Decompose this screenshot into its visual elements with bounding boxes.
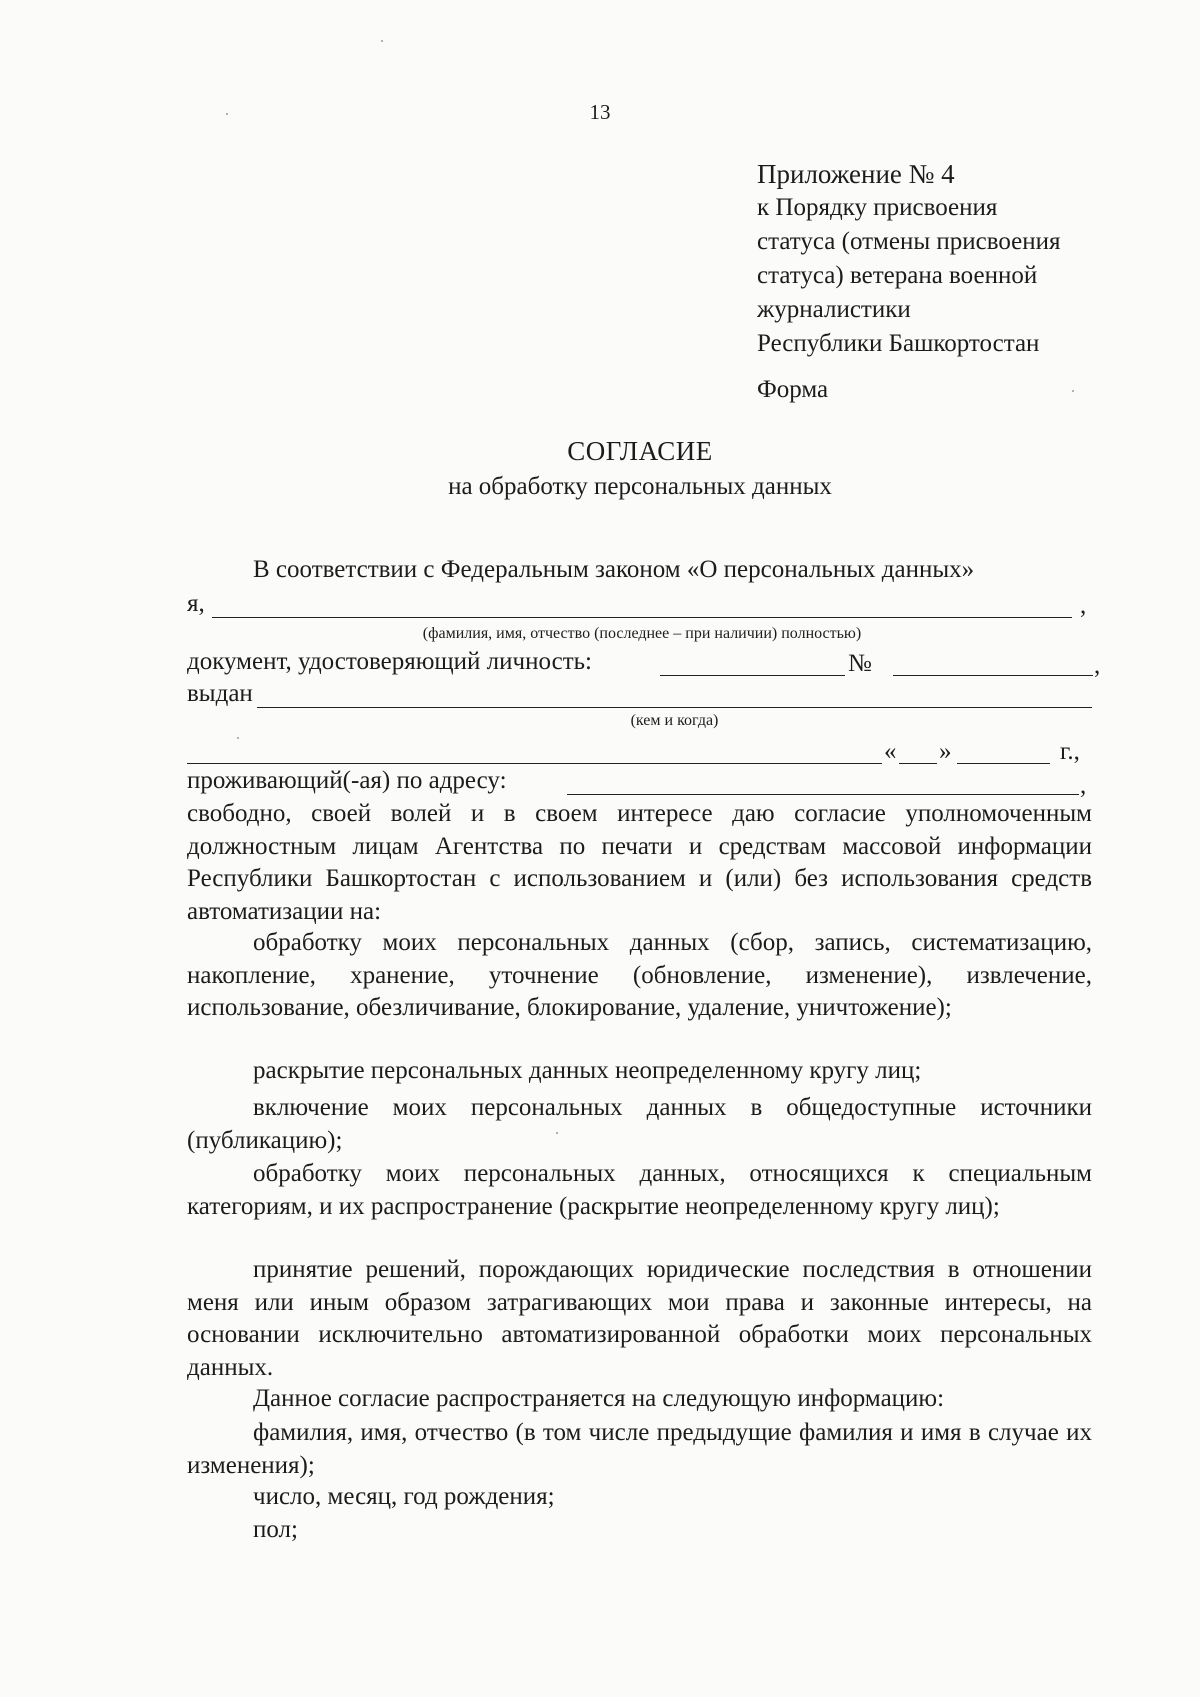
comma: , [1080,592,1087,619]
fio-caption: (фамилия, имя, отчество (последнее – при наличии) полностью) [422,625,862,642]
ya-label: я, [187,590,205,617]
action-item: раскрытие персональных данных неопределенному кругу лиц; [253,1057,922,1084]
action-item: включение моих персональных данных в общедоступные источники (публикацию); [187,1094,1092,1154]
scan-speck [381,40,383,42]
quote-open: « [884,738,897,765]
year-suffix: г., [1060,738,1080,765]
appendix-line: статуса) ветерана военной [757,262,1038,289]
document-subtitle: на обработку персональных данных [448,473,832,500]
number-sign: № [848,650,872,677]
appendix-block [757,157,1061,361]
comma: , [1094,652,1101,679]
appendix-line: журналистики [757,296,911,323]
month-underline[interactable] [957,763,1050,764]
action-item: обработку моих персональных данных (сбор, запись, систематизацию, накопление, хранение, уточнение (обновление, изменение), извлечение, использование, обезличивание, блокирование, удаление, уничтожение); [187,929,1092,1021]
document-label: документ, удостоверяющий личность: [187,648,592,675]
consent-paragraph: свободно, своей волей и в своем интересе даю согласие уполномоченным должностным лицам Агентства по печати и средствам массовой информации Республики Башкортостан с использованием и (или) без использования средств автоматизации на: [187,800,1092,925]
issuer-underline[interactable] [187,763,882,764]
document-number-underline[interactable] [893,675,1093,676]
address-underline[interactable] [567,794,1079,795]
issued-label: выдан [187,680,253,707]
info-item: число, месяц, год рождения; [253,1483,555,1510]
quote-close: » [939,738,952,765]
action-item: принятие решений, порождающих юридические последствия в отношении меня или иным образом затрагивающих мои права и законные интересы, на основании исключительно автоматизированной обработки моих персональных данных. [187,1256,1092,1381]
intro-line: В соответствии с Федеральным законом «О персональных данных» [253,556,975,583]
comma: , [1080,772,1087,799]
appendix-line: Республики Башкортостан [757,330,1040,357]
day-underline[interactable] [899,763,937,764]
appendix-heading: Приложение № 4 [757,159,955,189]
info-item: фамилия, имя, отчество (в том числе предыдущие фамилия и имя в случае их изменения); [187,1419,1092,1479]
info-item: пол; [253,1516,298,1543]
address-label: проживающий(-ая) по адресу: [187,767,507,794]
appendix-line: статуса (отмены присвоения [757,228,1061,255]
appendix-line: к Порядку присвоения [757,194,998,221]
fio-underline[interactable] [212,617,1072,618]
page-number: 13 [589,100,611,124]
issued-underline[interactable] [257,707,1092,708]
form-label: Форма [757,376,829,403]
issued-caption: (кем и когда) [630,712,719,729]
document-type-underline[interactable] [660,675,845,676]
scan-speck [1072,390,1074,392]
info-intro: Данное согласие распространяется на следующую информацию: [253,1385,945,1412]
document-title: СОГЛАСИЕ [567,436,713,466]
scan-speck [237,737,239,739]
action-item: обработку моих персональных данных, относящихся к специальным категориям, и их распространение (раскрытие неопределенному кругу лиц); [187,1160,1092,1220]
